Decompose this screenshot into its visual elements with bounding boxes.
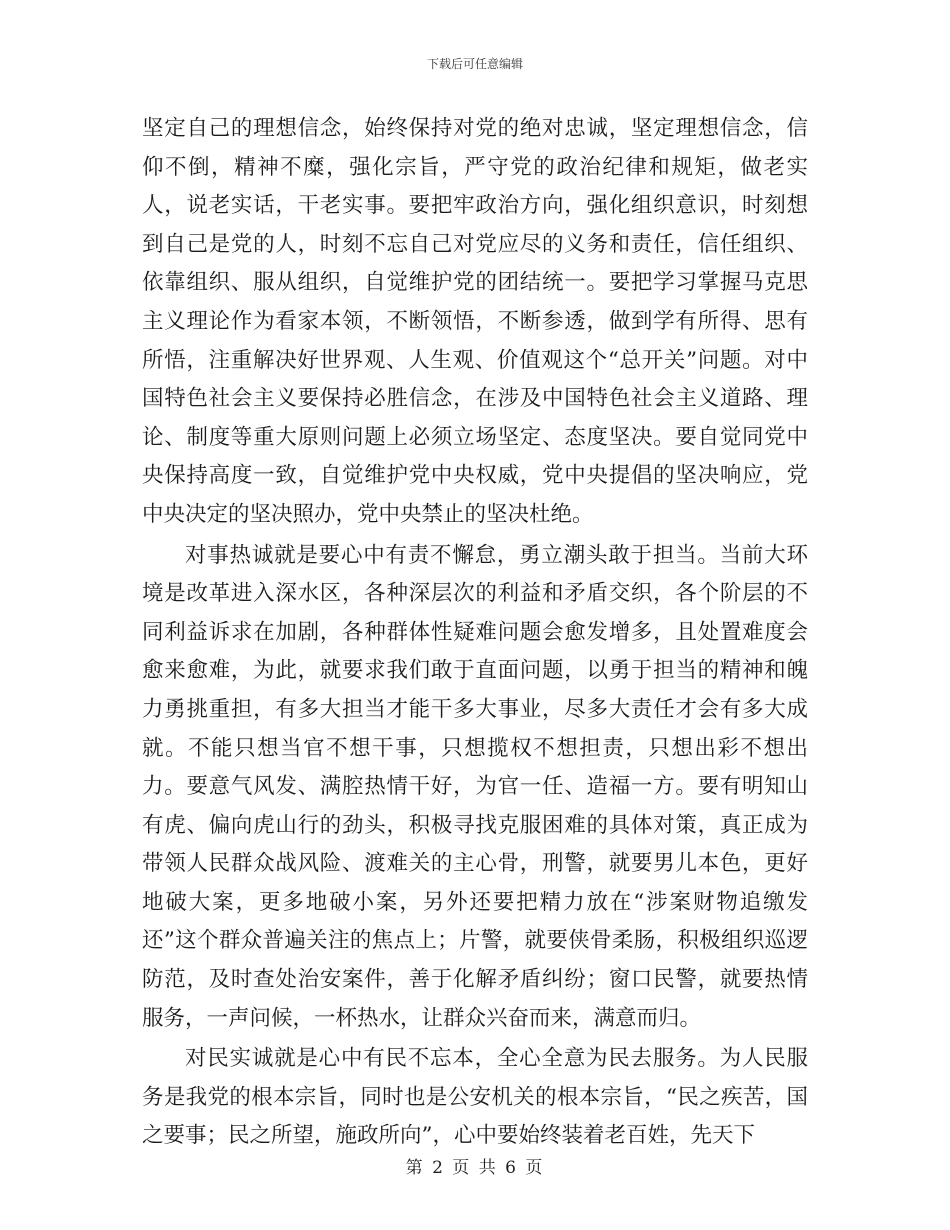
page-number: 第 2 页 共 6 页: [405, 1158, 545, 1178]
page-header: 下载后可任意编辑: [426, 57, 523, 71]
paragraph-people: 对民实诚就是心中有民不忘本，全心全意为民去服务。为人民服务是我党的根本宗旨，同时也是公安机关的根本宗旨，“民之疾苦，国之要事；民之所望，施政所向”，心中要始终装着老百姓，先天下: [142, 1046, 808, 1149]
paragraph-duty: 对事热诚就是要心中有责不懈怠，勇立潮头敢于担当。当前大环境是改革进入深水区，各种深层次的利益和矛盾交织，各个阶层的不同利益诉求在加剧，各种群体性疑难问题会愈发增多，且处置难度会愈来愈难，为此，就要求我们敢于直面问题，以勇于担当的精神和魄力勇挑重担，有多大担当才能干多大事业，尽多大责任才会有多大成就。不能只想当官不想干事，只想揽权不想担责，只想出彩不想出力。要意气风发、满腔热情干好，为官一任、造福一方。要有明知山有虎、偏向虎山行的劲头，积极寻找克服困难的具体对策，真正成为带领人民群众战风险、渡难关的主心骨，刑警，就要男儿本色，更好地破大案，更多地破小案，另外还要把精力放在“涉案财物追缴发还”这个群众普遍关注的焦点上；片警，就要侠骨柔肠，积极组织巡逻防范，及时查处治安案件，善于化解矛盾纠纷；窗口民警，就要热情服务，一声问候，一杯热水，让群众兴奋而来，满意而归。: [142, 542, 808, 1031]
document-body: [142, 110, 808, 1156]
paragraph-continued: 坚定自己的理想信念，始终保持对党的绝对忠诚，坚定理想信念，信仰不倒，精神不糜，强化宗旨，严守党的政治纪律和规矩，做老实人，说老实话，干老实事。要把牢政治方向，强化组织意识，时刻想到自己是党的人，时刻不忘自己对党应尽的义务和责任，信任组织、依靠组织、服从组织，自觉维护党的团结统一。要把学习掌握马克思主义理论作为看家本领，不断领悟，不断参透，做到学有所得、思有所悟，注重解决好世界观、人生观、价值观这个“总开关”问题。对中国特色社会主义要保持必胜信念，在涉及中国特色社会主义道路、理论、制度等重大原则问题上必须立场坚定、态度坚决。要自觉同党中央保持高度一致，自觉维护党中央权威，党中央提倡的坚决响应，党中央决定的坚决照办，党中央禁止的坚决杜绝。: [142, 116, 808, 527]
